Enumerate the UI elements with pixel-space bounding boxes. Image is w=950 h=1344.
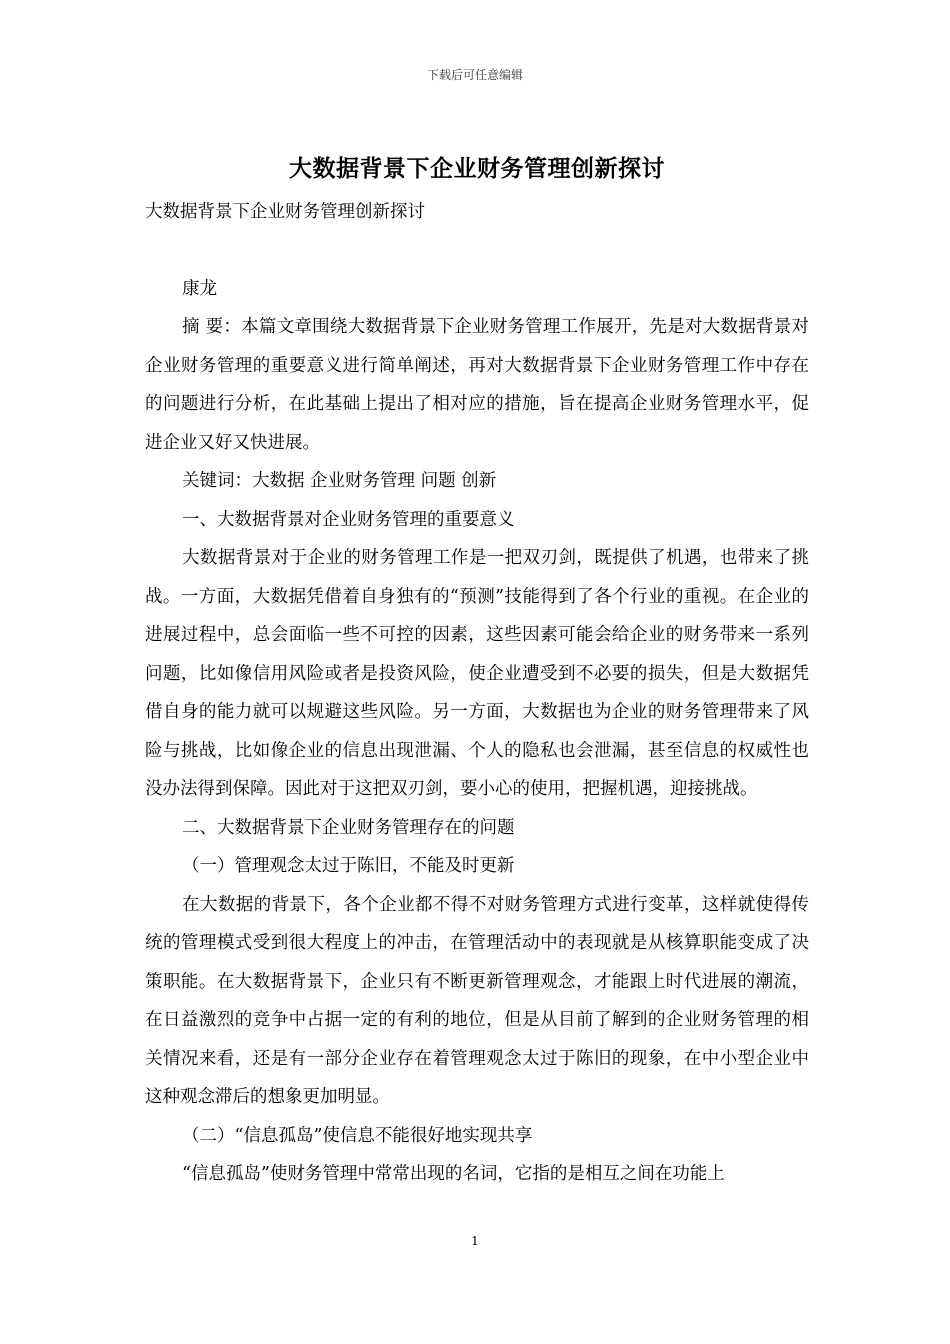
subsection-2-heading: （二）“信息孤岛”使信息不能很好地实现共享 (182, 1125, 533, 1146)
abstract-paragraph: 摘 要：本篇文章围绕大数据背景下企业财务管理工作展开，先是对大数据背景对企业财务管理的重要意义进行简单阐述，再对大数据背景下企业财务管理工作中存在的问题进行分析，在此基础上提出了相对应的措施，旨在提高企业财务管理水平，促进企业又好又快进展。 (145, 317, 809, 453)
page-number: 1 (471, 1234, 479, 1248)
section-1-paragraph: 大数据背景对于企业的财务管理工作是一把双刃剑，既提供了机遇，也带来了挑战。一方面，大数据凭借着自身独有的“预测”技能得到了各个行业的重视。在企业的进展过程中，总会面临一些不可控的因素，这些因素可能会给企业的财务带来一系列问题，比如像信用风险或者是投资风险，使企业遭受到不必要的损失，但是大数据凭借自身的能力就可以规避这些风险。另一方面，大数据也为企业的财务管理带来了风险与挑战，比如像企业的信息出现泄漏、个人的隐私也会泄漏，甚至信息的权威性也没办法得到保障。因此对于这把双刃剑，要小心的使用，把握机遇，迎接挑战。 (145, 548, 809, 799)
document-body (145, 150, 809, 1194)
subsection-2-paragraph: “信息孤岛”使财务管理中常常出现的名词，它指的是相互之间在功能上 (182, 1164, 725, 1184)
page-header-note: 下载后可任意编辑 (426, 68, 523, 82)
subsection-1-heading: （一）管理观念太过于陈旧，不能及时更新 (182, 856, 515, 876)
section-1-heading: 一、大数据背景对企业财务管理的重要意义 (182, 509, 515, 530)
document-subtitle: 大数据背景下企业财务管理创新探讨 (145, 202, 425, 222)
subsection-1-paragraph: 在大数据的背景下，各个企业都不得不对财务管理方式进行变革，这样就使得传统的管理模式受到很大程度上的冲击，在管理活动中的表现就是从核算职能变成了决策职能。在大数据背景下，企业只有不断更新管理观念，才能跟上时代进展的潮流，在日益激烈的竞争中占据一定的有利的地位，但是从目前了解到的企业财务管理的相关情况来看，还是有一部分企业存在着管理观念太过于陈旧的现象，在中小型企业中这种观念滞后的想象更加明显。 (145, 894, 809, 1107)
author-name: 康龙 (182, 278, 217, 299)
keywords-line: 关键词：大数据 企业财务管理 问题 创新 (182, 471, 497, 491)
document-title: 大数据背景下企业财务管理创新探讨 (289, 155, 665, 182)
section-2-heading: 二、大数据背景下企业财务管理存在的问题 (182, 817, 515, 838)
